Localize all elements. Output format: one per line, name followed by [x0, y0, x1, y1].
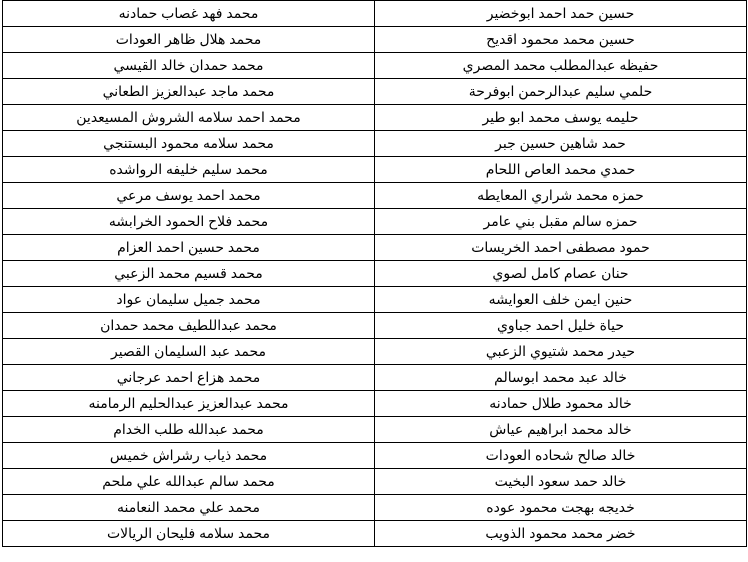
- table-row: [3, 157, 747, 183]
- name-cell: حمزه سالم مقبل بني عامر: [375, 209, 747, 235]
- name-cell: محمد سالم عبدالله علي ملحم: [3, 469, 375, 495]
- table-row: [3, 391, 747, 417]
- name-cell: حمد شاهين حسين جبر: [375, 131, 747, 157]
- name-cell: خديجه بهجت محمود عوده: [375, 495, 747, 521]
- table-row: [3, 27, 747, 53]
- table-row: [3, 209, 747, 235]
- name-cell: محمد عبدالعزيز عبدالحليم الرمامنه: [3, 391, 375, 417]
- name-cell: حنان عصام كامل لصوي: [375, 261, 747, 287]
- name-cell: حمود مصطفى احمد الخريسات: [375, 235, 747, 261]
- name-cell: خالد محمد ابراهيم عياش: [375, 417, 747, 443]
- table-row: [3, 183, 747, 209]
- table-row: [3, 79, 747, 105]
- name-cell: خالد عبد محمد ابوسالم: [375, 365, 747, 391]
- name-cell: حفيظه عبدالمطلب محمد المصري: [375, 53, 747, 79]
- name-cell: محمد هزاع احمد عرجاني: [3, 365, 375, 391]
- table-row: [3, 235, 747, 261]
- name-cell: محمد ماجد عبدالعزيز الطعاني: [3, 79, 375, 105]
- name-cell: حلمي سليم عبدالرحمن ابوفرحة: [375, 79, 747, 105]
- table-row: [3, 105, 747, 131]
- table-row: [3, 287, 747, 313]
- table-row: [3, 339, 747, 365]
- table-row: [3, 365, 747, 391]
- name-cell: محمد حمدان خالد القيسي: [3, 53, 375, 79]
- name-cell: خضر محمد محمود الذويب: [375, 521, 747, 547]
- name-cell: حياة خليل احمد جباوي: [375, 313, 747, 339]
- name-cell: محمد هلال ظاهر العودات: [3, 27, 375, 53]
- name-cell: محمد سلامه فليحان الريالات: [3, 521, 375, 547]
- name-cell: محمد قسيم محمد الزعبي: [3, 261, 375, 287]
- table-row: [3, 417, 747, 443]
- name-cell: محمد فهد غصاب حمادنه: [3, 1, 375, 27]
- name-cell: محمد ذياب رشراش خميس: [3, 443, 375, 469]
- name-cell: محمد جميل سليمان عواد: [3, 287, 375, 313]
- name-cell: حيدر محمد شتيوي الزعبي: [375, 339, 747, 365]
- name-cell: محمد علي محمد النعامنه: [3, 495, 375, 521]
- name-cell: محمد حسين احمد العزام: [3, 235, 375, 261]
- names-table: [2, 0, 747, 547]
- table-row: [3, 53, 747, 79]
- name-cell: حمزه محمد شراري المعايطه: [375, 183, 747, 209]
- name-cell: خالد حمد سعود البخيت: [375, 469, 747, 495]
- name-cell: محمد سليم خليفه الرواشده: [3, 157, 375, 183]
- name-cell: خالد محمود طلال حمادنه: [375, 391, 747, 417]
- name-cell: حسين حمد احمد ابوخضير: [375, 1, 747, 27]
- name-cell: محمد احمد يوسف مرعي: [3, 183, 375, 209]
- table-row: [3, 1, 747, 27]
- table-row: [3, 131, 747, 157]
- name-cell: محمد عبدالله طلب الخدام: [3, 417, 375, 443]
- table-row: [3, 521, 747, 547]
- name-cell: محمد احمد سلامه الشروش المسيعدين: [3, 105, 375, 131]
- names-table-body: [3, 1, 747, 547]
- table-row: [3, 313, 747, 339]
- table-row: [3, 261, 747, 287]
- name-cell: حنين ايمن خلف العوايشه: [375, 287, 747, 313]
- name-cell: محمد فلاح الحمود الخرابشه: [3, 209, 375, 235]
- table-row: [3, 443, 747, 469]
- name-cell: محمد عبداللطيف محمد حمدان: [3, 313, 375, 339]
- name-cell: خالد صالح شحاده العودات: [375, 443, 747, 469]
- name-cell: حليمه يوسف محمد ابو طير: [375, 105, 747, 131]
- table-row: [3, 469, 747, 495]
- name-cell: محمد سلامه محمود البستنجي: [3, 131, 375, 157]
- name-cell: حسين محمد محمود اقديح: [375, 27, 747, 53]
- table-row: [3, 495, 747, 521]
- name-cell: حمدي محمد العاص اللحام: [375, 157, 747, 183]
- name-cell: محمد عبد السليمان القصير: [3, 339, 375, 365]
